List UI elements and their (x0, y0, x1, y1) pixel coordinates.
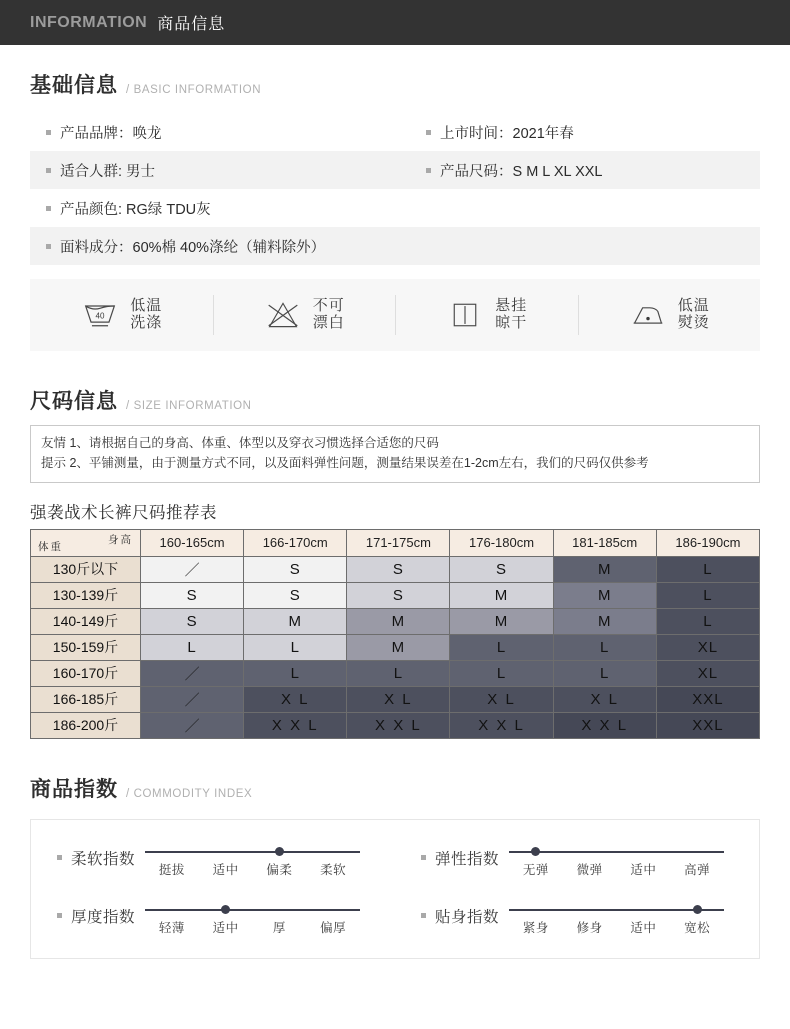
index-label-text: 柔软指数 (71, 850, 136, 868)
size-cell-value: XL (697, 638, 719, 656)
index-tick-label: 修身 (576, 920, 603, 935)
size-cell (244, 608, 347, 634)
size-cell (553, 582, 656, 608)
corner-weight-label: 体重 (38, 540, 63, 553)
svg-text:40: 40 (95, 311, 105, 321)
care-line-2: 漂白 (312, 314, 345, 331)
care-line-1: 悬挂 (495, 297, 528, 315)
basic-info-cell (46, 236, 325, 257)
basic-info-title-en: / BASIC INFORMATION (126, 84, 262, 96)
size-cell-value: ／ (184, 561, 200, 579)
size-info-section-title (0, 385, 790, 415)
index-label (421, 904, 499, 927)
index-track-line (509, 851, 724, 853)
size-cell (656, 582, 759, 608)
square-bullet-icon (426, 168, 431, 173)
size-tip-line-2: 提示 2、平铺测量，由于测量方式不同，以及面料弹性问题，测量结果误差在1-2cm左右，我们的尺码仅供参考 (41, 456, 649, 471)
available-sizes-value: 产品尺码：S M L XL XXL (440, 163, 603, 180)
row-header-weight: 130斤以下 (31, 556, 141, 582)
index-tick-label: 高弹 (684, 862, 711, 877)
size-cell-value: ／ (184, 717, 200, 735)
index-tick-labels (509, 860, 724, 878)
row-header-weight: 186-200斤 (31, 712, 141, 738)
care-line-1: 低温 (130, 297, 163, 315)
size-cell (141, 556, 244, 582)
target-group-value: 适合人群: 男士 (60, 163, 156, 180)
index-label-text: 贴身指数 (435, 908, 500, 926)
index-slider-track[interactable] (509, 846, 724, 857)
care-item-wash (30, 293, 213, 337)
size-table-caption: 强袭战术长裤尺码推荐表 (30, 503, 217, 522)
index-tick-label: 挺拔 (158, 862, 185, 877)
size-cell (347, 634, 450, 660)
index-tick-label: 无弹 (522, 862, 549, 877)
square-bullet-icon (426, 130, 431, 135)
basic-info-section-title (0, 69, 790, 99)
size-cell-value: L (290, 638, 300, 656)
size-cell-value: L (600, 638, 610, 656)
size-cell-value: S (186, 586, 198, 604)
basic-info-cell (46, 160, 426, 181)
size-cell (656, 608, 759, 634)
index-label-text: 厚度指数 (71, 908, 136, 926)
size-tip-line-1: 友情 1、请根据自己的身高、体重、体型以及穿衣习惯选择合适您的尺码 (41, 436, 439, 450)
size-cell-value: M (597, 586, 612, 604)
size-cell (141, 634, 244, 660)
size-cell (450, 712, 553, 738)
index-slider-marker[interactable] (693, 905, 702, 914)
size-cell (244, 660, 347, 686)
size-cell (244, 712, 347, 738)
fabric-composition-value: 面料成分：60%棉 40%涤纶（辅料除外） (60, 239, 326, 256)
care-item-bleach (213, 293, 396, 337)
size-cell (450, 556, 553, 582)
size-cell-value: M (494, 586, 509, 604)
index-scale (145, 904, 360, 936)
size-cell-value: X L (280, 690, 310, 708)
index-tick-label: 微弹 (576, 862, 603, 877)
care-instructions-panel (30, 279, 760, 351)
index-tick-labels (509, 918, 724, 936)
row-header-weight: 140-149斤 (31, 608, 141, 634)
size-cell (244, 582, 347, 608)
index-label (57, 904, 135, 927)
square-bullet-icon (46, 130, 51, 135)
header-english-title: INFORMATION (30, 13, 148, 31)
size-cell-value: XXL (692, 690, 724, 708)
size-cell-value: S (186, 612, 198, 630)
size-info-title-en: / SIZE INFORMATION (126, 400, 252, 412)
size-cell (141, 686, 244, 712)
table-row (31, 686, 760, 712)
basic-info-cell (46, 122, 426, 143)
size-cell-value: M (391, 612, 406, 630)
table-row (31, 712, 760, 738)
size-cell-value: X X L (581, 716, 629, 734)
square-bullet-icon (46, 244, 51, 249)
index-item (395, 904, 759, 936)
index-scale (509, 846, 724, 878)
care-item-dry (395, 293, 578, 337)
care-line-1: 不可 (312, 297, 345, 315)
basic-info-row (30, 151, 760, 189)
size-cell-value: M (494, 612, 509, 630)
square-bullet-icon (421, 855, 426, 860)
release-time-value: 上市时间：2021年春 (440, 125, 574, 142)
basic-info-row (30, 113, 760, 151)
size-cell-value: ／ (184, 665, 200, 683)
column-header: 171-175cm (347, 529, 450, 556)
index-item (31, 846, 395, 878)
size-cell-value: X L (590, 690, 619, 708)
index-track-line (509, 909, 724, 911)
size-cell-value: M (391, 638, 406, 656)
size-tips-box (30, 425, 760, 483)
table-row (31, 556, 760, 582)
index-slider-marker[interactable] (275, 847, 284, 856)
size-cell (347, 712, 450, 738)
column-header: 186-190cm (656, 529, 759, 556)
size-cell-value: X X L (478, 716, 525, 734)
table-row (31, 582, 760, 608)
basic-info-row (30, 227, 760, 265)
size-cell-value: S (289, 586, 301, 604)
index-tick-label: 柔软 (320, 862, 347, 877)
size-recommendation-table (30, 529, 760, 739)
table-row (31, 608, 760, 634)
index-slider-marker[interactable] (221, 905, 230, 914)
row-header-weight: 166-185斤 (31, 686, 141, 712)
size-cell (244, 634, 347, 660)
size-cell (347, 660, 450, 686)
index-tick-labels (145, 918, 360, 936)
square-bullet-icon (57, 855, 62, 860)
size-cell-value: M (288, 612, 302, 630)
square-bullet-icon (421, 913, 426, 918)
column-header: 181-185cm (553, 529, 656, 556)
size-cell-value: S (392, 560, 404, 578)
no-bleach-icon (263, 298, 303, 332)
size-cell (141, 608, 244, 634)
square-bullet-icon (46, 206, 51, 211)
size-cell-value: X L (384, 690, 413, 708)
column-header: 160-165cm (141, 529, 244, 556)
page-header-bar (0, 0, 790, 45)
index-scale (509, 904, 724, 936)
index-tick-label: 适中 (630, 920, 657, 935)
index-track-line (145, 909, 360, 911)
size-cell-value: L (703, 612, 713, 630)
size-cell (347, 608, 450, 634)
size-cell-value: L (703, 586, 713, 604)
care-line-2: 熨烫 (677, 314, 710, 331)
size-cell (553, 660, 656, 686)
hang-dry-icon (445, 298, 485, 332)
size-cell (244, 556, 347, 582)
size-cell (656, 634, 759, 660)
table-row (31, 634, 760, 660)
table-row (31, 660, 760, 686)
header-chinese-title: 商品信息 (157, 16, 226, 33)
square-bullet-icon (57, 913, 62, 918)
basic-info-cell (426, 122, 574, 143)
index-tick-label: 厚 (272, 920, 286, 935)
size-cell-value: X X L (375, 716, 422, 734)
index-tick-label: 适中 (630, 862, 657, 877)
index-track-line (145, 851, 360, 853)
basic-info-cell (426, 160, 603, 181)
care-label-wash (130, 298, 162, 332)
size-cell (553, 686, 656, 712)
size-cell (450, 660, 553, 686)
index-label-text: 弹性指数 (435, 850, 500, 868)
commodity-index-title-en: / COMMODITY INDEX (126, 787, 253, 800)
size-cell-value: S (289, 560, 301, 578)
size-cell (450, 582, 553, 608)
size-cell (141, 582, 244, 608)
index-tick-label: 适中 (212, 920, 239, 935)
size-cell (656, 660, 759, 686)
size-cell-value: XL (697, 664, 719, 682)
care-item-iron (578, 293, 761, 337)
table-corner-cell (31, 529, 141, 556)
low-iron-icon (628, 298, 668, 332)
color-value: 产品颜色: RG绿 TDU灰 (60, 201, 211, 218)
size-cell (553, 556, 656, 582)
size-cell (141, 712, 244, 738)
size-table-header (31, 529, 760, 556)
size-cell (656, 556, 759, 582)
row-header-weight: 130-139斤 (31, 582, 141, 608)
row-header-weight: 150-159斤 (31, 634, 141, 660)
size-cell-value: M (597, 612, 612, 630)
index-tick-label: 偏厚 (320, 920, 347, 935)
index-tick-label: 偏柔 (266, 862, 293, 877)
size-cell (656, 712, 759, 738)
basic-info-table (30, 113, 760, 265)
size-cell (553, 608, 656, 634)
column-header: 166-170cm (244, 529, 347, 556)
index-tick-label: 宽松 (684, 920, 711, 935)
commodity-index-section-title (0, 773, 790, 803)
size-cell-value: M (597, 560, 612, 578)
size-table-body (31, 556, 760, 738)
index-tick-label: 适中 (212, 862, 239, 877)
index-tick-label: 轻薄 (158, 920, 185, 935)
size-cell (244, 686, 347, 712)
size-cell (450, 608, 553, 634)
size-cell-value: L (496, 664, 507, 682)
size-cell-value: ／ (184, 691, 200, 709)
care-line-2: 晾干 (495, 314, 528, 331)
size-cell-value: L (187, 638, 197, 656)
index-label (421, 846, 499, 869)
table-header-row (31, 529, 760, 556)
index-slider-marker[interactable] (531, 847, 540, 856)
size-cell (141, 660, 244, 686)
size-cell (347, 556, 450, 582)
size-cell-value: L (703, 560, 713, 578)
index-item (395, 846, 759, 878)
care-line-1: 低温 (677, 297, 710, 315)
size-cell-value: X X L (271, 716, 319, 734)
size-cell (347, 686, 450, 712)
index-item (31, 904, 395, 936)
basic-info-title-cn: 基础信息 (30, 74, 118, 97)
index-slider-track[interactable] (145, 846, 360, 857)
size-cell-value: S (496, 560, 508, 578)
basic-info-cell (46, 198, 426, 219)
column-header: 176-180cm (450, 529, 553, 556)
size-cell (553, 712, 656, 738)
care-line-2: 洗涤 (130, 314, 163, 331)
size-cell-value: XXL (692, 716, 724, 734)
square-bullet-icon (46, 168, 51, 173)
brand-value: 产品品牌：唤龙 (60, 125, 162, 142)
index-label (57, 846, 135, 869)
commodity-index-panel (30, 819, 760, 959)
index-tick-labels (145, 860, 360, 878)
size-cell-value: S (392, 586, 404, 604)
size-cell (450, 634, 553, 660)
commodity-index-title-cn: 商品指数 (30, 777, 118, 801)
size-cell-value: L (393, 664, 404, 682)
index-tick-label: 紧身 (522, 920, 549, 935)
size-cell-value: X L (487, 690, 516, 708)
basic-info-row (30, 189, 760, 227)
size-cell (656, 686, 759, 712)
wash-40-icon (80, 298, 120, 332)
size-cell-value: L (600, 664, 610, 682)
index-slider-track[interactable] (509, 904, 724, 915)
corner-height-label: 身高 (108, 533, 133, 546)
care-label-dry (495, 298, 527, 332)
index-scale (145, 846, 360, 878)
care-label-bleach (313, 298, 345, 332)
row-header-weight: 160-170斤 (31, 660, 141, 686)
size-cell (450, 686, 553, 712)
size-cell-value: L (290, 664, 300, 682)
size-cell-value: L (496, 638, 507, 656)
size-info-title-cn: 尺码信息 (30, 390, 118, 413)
care-label-iron (678, 298, 710, 332)
index-slider-track[interactable] (145, 904, 360, 915)
size-cell (553, 634, 656, 660)
size-cell (347, 582, 450, 608)
